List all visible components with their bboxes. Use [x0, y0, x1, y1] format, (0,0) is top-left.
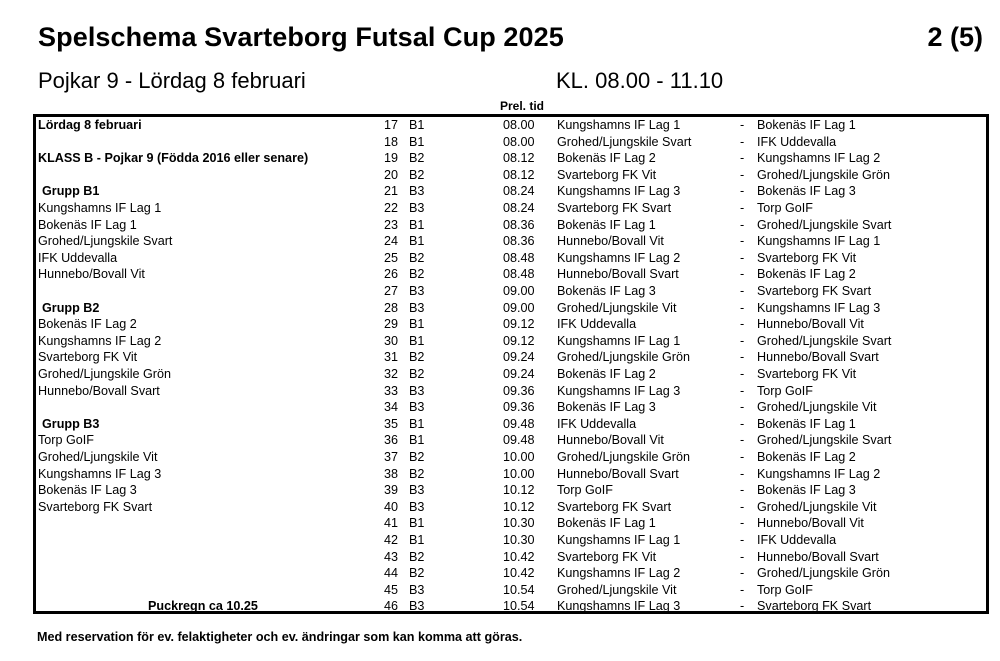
match-time: 09.48 — [503, 433, 535, 448]
match-number: 34 — [383, 400, 398, 415]
match-number: 26 — [383, 267, 398, 282]
match-group: B3 — [409, 284, 425, 298]
away-team: Bokenäs IF Lag 1 — [757, 416, 856, 431]
versus-separator: - — [740, 167, 745, 182]
home-team: Grohed/Ljungskile Vit — [557, 582, 677, 597]
away-team: Torp GoIF — [757, 582, 813, 597]
home-team: Svarteborg FK Vit — [557, 549, 657, 564]
home-team: Kungshamns IF Lag 3 — [557, 184, 681, 199]
home-team: Hunnebo/Bovall Svart — [557, 466, 679, 481]
match-time: 09.36 — [503, 400, 535, 415]
match-number: 20 — [383, 167, 398, 182]
match-number: 37 — [383, 450, 398, 464]
away-team: Svarteborg FK Svart — [757, 599, 872, 614]
team-entry: Kungshamns IF Lag 3 — [38, 466, 162, 481]
match-number: 29 — [383, 317, 398, 332]
home-team: Svarteborg FK Svart — [557, 499, 672, 514]
away-team: Grohed/Ljungskile Svart — [757, 433, 892, 448]
away-team: Hunnebo/Bovall Svart — [757, 549, 879, 564]
match-time: 09.12 — [503, 317, 535, 332]
match-number: 42 — [383, 533, 398, 547]
versus-separator: - — [740, 483, 745, 498]
match-group: B3 — [409, 499, 425, 514]
time-column-header: Prel. tid — [500, 99, 545, 113]
match-number: 43 — [383, 549, 398, 564]
team-entry: Grohed/Ljungskile Grön — [38, 367, 172, 381]
match-number: 33 — [383, 383, 398, 398]
match-group: B3 — [409, 184, 425, 199]
match-group: B3 — [409, 300, 425, 315]
section-heading: Lördag 8 februari — [38, 118, 142, 132]
match-group: B3 — [409, 400, 425, 415]
table-row — [36, 482, 986, 499]
match-time: 08.48 — [503, 267, 535, 282]
match-group: B1 — [409, 333, 425, 348]
versus-separator: - — [740, 184, 745, 199]
match-time: 10.12 — [503, 483, 535, 498]
versus-separator: - — [740, 516, 745, 531]
home-team: Kungshamns IF Lag 1 — [557, 533, 681, 547]
match-time: 08.24 — [503, 184, 535, 199]
match-time: 10.42 — [503, 566, 535, 581]
match-group: B1 — [409, 317, 425, 332]
team-entry: Torp GoIF — [38, 433, 94, 448]
match-group: B2 — [409, 450, 425, 464]
table-row — [36, 117, 986, 134]
versus-separator: - — [740, 566, 745, 581]
home-team: Hunnebo/Bovall Vit — [557, 433, 664, 448]
away-team: IFK Uddevalla — [757, 134, 837, 149]
match-group: B1 — [409, 118, 425, 132]
match-group: B2 — [409, 267, 425, 282]
match-group: B3 — [409, 582, 425, 597]
away-team: Grohed/Ljungskile Grön — [757, 167, 891, 182]
match-number: 23 — [383, 217, 398, 232]
versus-separator: - — [740, 250, 745, 265]
table-row — [36, 515, 986, 532]
table-row — [36, 582, 986, 599]
match-time: 09.24 — [503, 367, 535, 381]
home-team: Svarteborg FK Vit — [557, 167, 657, 182]
home-team: Grohed/Ljungskile Grön — [557, 450, 691, 464]
home-team: Bokenäs IF Lag 1 — [557, 516, 656, 531]
match-group: B2 — [409, 549, 425, 564]
away-team: Grohed/Ljungskile Vit — [757, 400, 877, 415]
home-team: Hunnebo/Bovall Vit — [557, 234, 664, 249]
match-time: 10.54 — [503, 599, 535, 614]
versus-separator: - — [740, 118, 745, 132]
table-row — [36, 217, 986, 234]
table-row — [36, 499, 986, 516]
match-number: 19 — [383, 151, 398, 166]
match-group: B1 — [409, 516, 425, 531]
match-group: B1 — [409, 234, 425, 249]
match-time: 09.36 — [503, 383, 535, 398]
team-entry: Hunnebo/Bovall Vit — [38, 267, 145, 282]
home-team: Torp GoIF — [557, 483, 613, 498]
home-team: Kungshamns IF Lag 2 — [557, 566, 681, 581]
match-time: 08.36 — [503, 234, 535, 249]
match-group: B3 — [409, 483, 425, 498]
group-heading: Grupp B2 — [42, 300, 100, 315]
away-team: Torp GoIF — [757, 383, 813, 398]
away-team: Kungshamns IF Lag 1 — [757, 234, 881, 249]
table-row — [36, 432, 986, 449]
group-heading: Grupp B1 — [42, 184, 100, 199]
versus-separator: - — [740, 383, 745, 398]
puck-note: Puckregn ca 10.25 — [148, 599, 258, 614]
match-time: 08.48 — [503, 250, 535, 265]
match-group: B1 — [409, 416, 425, 431]
match-number: 22 — [383, 201, 398, 215]
table-row — [36, 416, 986, 433]
match-group: B2 — [409, 466, 425, 481]
match-group: B2 — [409, 167, 425, 182]
versus-separator: - — [740, 300, 745, 315]
match-time: 09.24 — [503, 350, 535, 365]
match-number: 28 — [383, 300, 398, 315]
home-team: Hunnebo/Bovall Svart — [557, 267, 679, 282]
match-number: 21 — [383, 184, 398, 199]
match-group: B1 — [409, 134, 425, 149]
table-row — [36, 349, 986, 366]
match-group: B3 — [409, 383, 425, 398]
match-time: 08.36 — [503, 217, 535, 232]
match-time: 10.30 — [503, 533, 535, 547]
match-time: 10.12 — [503, 499, 535, 514]
away-team: Hunnebo/Bovall Vit — [757, 317, 864, 332]
match-number: 35 — [383, 416, 398, 431]
versus-separator: - — [740, 499, 745, 514]
match-number: 38 — [383, 466, 398, 481]
group-heading: Grupp B3 — [42, 416, 100, 431]
table-row — [36, 366, 986, 383]
versus-separator: - — [740, 582, 745, 597]
versus-separator: - — [740, 350, 745, 365]
versus-separator: - — [740, 151, 745, 166]
away-team: Torp GoIF — [757, 201, 813, 215]
away-team: Svarteborg FK Vit — [757, 250, 857, 265]
match-time: 10.00 — [503, 466, 535, 481]
match-time: 10.42 — [503, 549, 535, 564]
home-team: Bokenäs IF Lag 2 — [557, 151, 656, 166]
team-entry: Grohed/Ljungskile Vit — [38, 450, 158, 464]
home-team: Bokenäs IF Lag 2 — [557, 367, 656, 381]
team-entry: Grohed/Ljungskile Svart — [38, 234, 173, 249]
away-team: Bokenäs IF Lag 3 — [757, 483, 856, 498]
versus-separator: - — [740, 400, 745, 415]
match-number: 39 — [383, 483, 398, 498]
versus-separator: - — [740, 416, 745, 431]
match-number: 24 — [383, 234, 398, 249]
match-number: 25 — [383, 250, 398, 265]
match-group: B3 — [409, 599, 425, 614]
away-team: Svarteborg FK Vit — [757, 367, 857, 381]
away-team: Hunnebo/Bovall Svart — [757, 350, 879, 365]
match-group: B2 — [409, 250, 425, 265]
away-team: Kungshamns IF Lag 2 — [757, 466, 881, 481]
table-row — [36, 300, 986, 317]
match-group: B2 — [409, 350, 425, 365]
match-group: B1 — [409, 433, 425, 448]
table-row — [36, 449, 986, 466]
match-time: 08.24 — [503, 201, 535, 215]
table-row — [36, 598, 986, 615]
away-team: Bokenäs IF Lag 3 — [757, 184, 856, 199]
document-subtitle: Pojkar 9 - Lördag 8 februari — [38, 68, 306, 93]
match-time: 10.00 — [503, 450, 535, 464]
table-row — [36, 283, 986, 300]
table-row — [36, 233, 986, 250]
match-group: B2 — [409, 151, 425, 166]
away-team: Grohed/Ljungskile Grön — [757, 566, 891, 581]
table-row — [36, 200, 986, 217]
home-team: Grohed/Ljungskile Grön — [557, 350, 691, 365]
team-entry: IFK Uddevalla — [38, 250, 118, 265]
match-group: B1 — [409, 533, 425, 547]
home-team: Kungshamns IF Lag 1 — [557, 118, 681, 132]
table-row — [36, 183, 986, 200]
away-team: Grohed/Ljungskile Svart — [757, 217, 892, 232]
table-row — [36, 399, 986, 416]
away-team: Kungshamns IF Lag 3 — [757, 300, 881, 315]
table-row — [36, 250, 986, 267]
team-entry: Svarteborg FK Vit — [38, 350, 138, 365]
away-team: Bokenäs IF Lag 2 — [757, 267, 856, 282]
table-row — [36, 167, 986, 184]
schedule-table — [33, 114, 989, 614]
match-time: 09.00 — [503, 284, 535, 298]
match-number: 45 — [383, 582, 398, 597]
versus-separator: - — [740, 217, 745, 232]
home-team: Bokenäs IF Lag 3 — [557, 284, 656, 298]
match-time: 09.12 — [503, 333, 535, 348]
match-number: 31 — [383, 350, 398, 365]
match-group: B1 — [409, 217, 425, 232]
page-number: 2 (5) — [927, 22, 983, 52]
versus-separator: - — [740, 201, 745, 215]
home-team: Bokenäs IF Lag 3 — [557, 400, 656, 415]
versus-separator: - — [740, 333, 745, 348]
match-number: 40 — [383, 499, 398, 514]
document-title: Spelschema Svarteborg Futsal Cup 2025 — [38, 22, 564, 52]
team-entry: Hunnebo/Bovall Svart — [38, 383, 160, 398]
table-row — [36, 316, 986, 333]
table-row — [36, 532, 986, 549]
versus-separator: - — [740, 549, 745, 564]
match-time: 08.00 — [503, 118, 535, 132]
away-team: Grohed/Ljungskile Vit — [757, 499, 877, 514]
match-number: 32 — [383, 367, 398, 381]
match-time: 10.54 — [503, 582, 535, 597]
table-row — [36, 134, 986, 151]
versus-separator: - — [740, 599, 745, 614]
match-number: 44 — [383, 566, 398, 581]
versus-separator: - — [740, 134, 745, 149]
home-team: Svarteborg FK Svart — [557, 201, 672, 215]
table-row — [36, 150, 986, 167]
match-number: 41 — [383, 516, 398, 531]
time-span: KL. 08.00 - 11.10 — [556, 68, 724, 93]
match-time: 08.12 — [503, 151, 535, 166]
versus-separator: - — [740, 317, 745, 332]
match-group: B3 — [409, 201, 425, 215]
home-team: Bokenäs IF Lag 1 — [557, 217, 656, 232]
home-team: Kungshamns IF Lag 2 — [557, 250, 681, 265]
table-row — [36, 565, 986, 582]
match-time: 09.48 — [503, 416, 535, 431]
team-entry: Svarteborg FK Svart — [38, 499, 153, 514]
versus-separator: - — [740, 450, 745, 464]
match-number: 46 — [383, 599, 398, 614]
home-team: Grohed/Ljungskile Vit — [557, 300, 677, 315]
away-team: Hunnebo/Bovall Vit — [757, 516, 864, 531]
away-team: Svarteborg FK Svart — [757, 284, 872, 298]
match-time: 08.00 — [503, 134, 535, 149]
away-team: Grohed/Ljungskile Svart — [757, 333, 892, 348]
team-entry: Bokenäs IF Lag 1 — [38, 217, 137, 232]
versus-separator: - — [740, 367, 745, 381]
away-team: Bokenäs IF Lag 1 — [757, 118, 856, 132]
versus-separator: - — [740, 533, 745, 547]
match-time: 10.30 — [503, 516, 535, 531]
away-team: Bokenäs IF Lag 2 — [757, 450, 856, 464]
table-row — [36, 333, 986, 350]
match-number: 17 — [383, 118, 398, 132]
versus-separator: - — [740, 433, 745, 448]
match-number: 27 — [383, 284, 398, 298]
match-group: B2 — [409, 566, 425, 581]
table-row — [36, 383, 986, 400]
home-team: Grohed/Ljungskile Svart — [557, 134, 692, 149]
home-team: Kungshamns IF Lag 3 — [557, 383, 681, 398]
versus-separator: - — [740, 234, 745, 249]
match-number: 36 — [383, 433, 398, 448]
match-number: 18 — [383, 134, 398, 149]
team-entry: Bokenäs IF Lag 2 — [38, 317, 137, 332]
versus-separator: - — [740, 466, 745, 481]
match-time: 08.12 — [503, 167, 535, 182]
table-row — [36, 266, 986, 283]
home-team: IFK Uddevalla — [557, 317, 637, 332]
versus-separator: - — [740, 267, 745, 282]
match-number: 30 — [383, 333, 398, 348]
home-team: Kungshamns IF Lag 3 — [557, 599, 681, 614]
away-team: IFK Uddevalla — [757, 533, 837, 547]
team-entry: Bokenäs IF Lag 3 — [38, 483, 137, 498]
table-row — [36, 549, 986, 566]
match-time: 09.00 — [503, 300, 535, 315]
disclaimer-note: Med reservation för ev. felaktigheter och ev. ändringar som kan komma att göras. — [37, 630, 523, 644]
home-team: IFK Uddevalla — [557, 416, 637, 431]
versus-separator: - — [740, 284, 745, 298]
match-group: B2 — [409, 367, 425, 381]
away-team: Kungshamns IF Lag 2 — [757, 151, 881, 166]
team-entry: Kungshamns IF Lag 1 — [38, 201, 162, 215]
section-heading: KLASS B - Pojkar 9 (Födda 2016 eller senare) — [38, 151, 309, 166]
team-entry: Kungshamns IF Lag 2 — [38, 333, 162, 348]
home-team: Kungshamns IF Lag 1 — [557, 333, 681, 348]
table-row — [36, 466, 986, 483]
